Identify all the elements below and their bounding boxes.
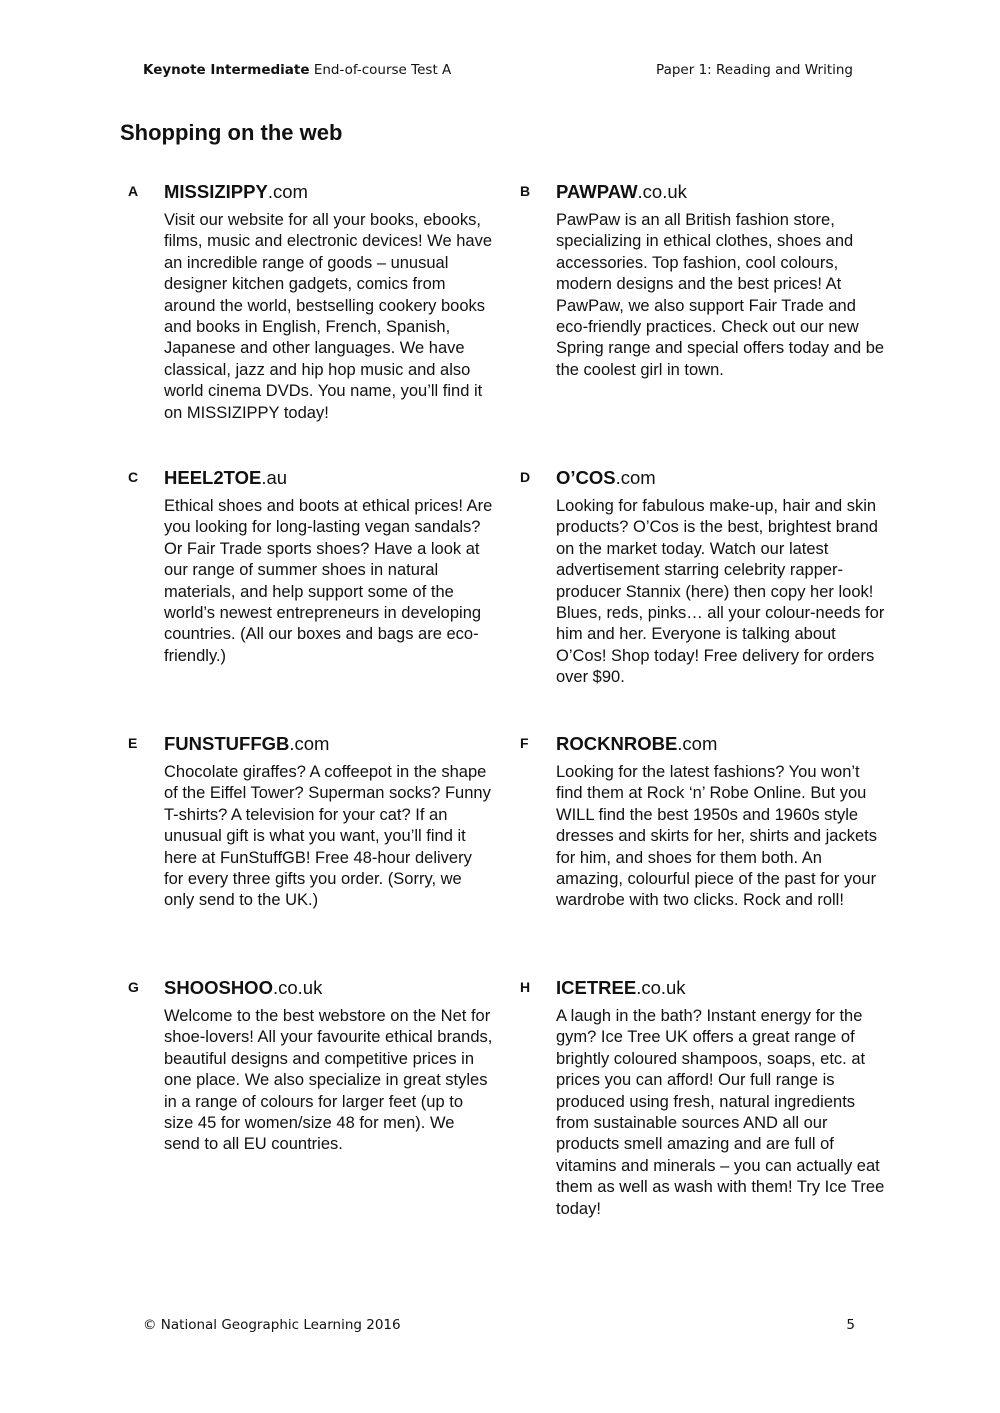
- ad-d: [520, 466, 886, 689]
- ad-letter: D: [520, 469, 531, 485]
- ad-text: PawPaw is an all British fashion store, specializing in ethical clothes, shoes and accessories. Top fashion, cool colours, modern designs and the best prices! At PawPaw, we also support Fair Trade and eco-friendly practices. Check out our new Spring range and special offers today and be the coolest girl in town.: [556, 211, 885, 379]
- page-title: Shopping on the web: [120, 120, 343, 145]
- book-title: Keynote Intermediate: [143, 62, 310, 78]
- ad-text: A laugh in the bath? Instant energy for the gym? Ice Tree UK offers a great range of brightly coloured shampoos, soaps, etc. at prices you can afford! Our full range is produced using fresh, natural ingredients from sustainable sources AND all our products smell amazing and are full of vitamins and minerals – you can actually eat them as well as wash with them! Try Ice Tree today!: [556, 1007, 885, 1218]
- ad-site-name: ICETREE.co.uk: [556, 977, 686, 998]
- ad-c: [128, 466, 494, 667]
- ad-text: Looking for the latest fashions? You won’t find them at Rock ‘n’ Robe Online. But you WILL find the best 1950s and 1960s style dresses and skirts for her, shirts and jackets for him, and shoes for them both. An amazing, colourful piece of the past for your wardrobe with two clicks. Rock and roll!: [556, 763, 877, 910]
- ad-site-name: MISSIZIPPY.com: [164, 181, 308, 202]
- paper-name: Paper 1: Reading and Writing: [656, 62, 853, 78]
- ad-text: Chocolate giraffes? A coffeepot in the shape of the Eiffel Tower? Superman socks? Funny T-shirts? A television for your cat? If an unusual gift is what you want, you’ll find it here at FunStuffGB! Free 48-hour delivery for every three gifts you order. (Sorry, we only send to the UK.): [164, 763, 491, 910]
- ad-e: [128, 732, 494, 912]
- ad-b: [520, 180, 886, 381]
- test-name: End-of-course Test A: [313, 62, 452, 78]
- ad-text: Visit our website for all your books, ebooks, films, music and electronic devices! We have an incredible range of goods – unusual designer kitchen gadgets, comics from around the world, bestselling cookery books and books in English, French, Spanish, Japanese and other languages. We have classical, jazz and hip hop music and also world cinema DVDs. You name, you’ll find it on MISSIZIPPY today!: [164, 211, 492, 422]
- ad-site-name: PAWPAW.co.uk: [556, 181, 687, 202]
- ad-a: [128, 180, 494, 424]
- ad-site-name: FUNSTUFFGB.com: [164, 733, 330, 754]
- ad-site-name: SHOOSHOO.co.uk: [164, 977, 323, 998]
- ad-f: [520, 732, 886, 912]
- ad-text: Looking for fabulous make-up, hair and skin products? O’Cos is the best, brightest brand on the market today. Watch our latest advertisement starring celebrity rapper-producer Stannix (here) then copy her look! Blues, reds, pinks… all your colour-needs for him and her. Everyone is talking about O’Cos! Shop today! Free delivery for orders over $90.: [556, 497, 885, 687]
- ad-letter: C: [128, 469, 139, 485]
- ad-letter: G: [128, 979, 139, 995]
- ad-site-name: O’COS.com: [556, 467, 656, 488]
- ad-h: [520, 976, 886, 1220]
- ad-site-name: HEEL2TOE.au: [164, 467, 288, 488]
- ad-letter: A: [128, 183, 139, 199]
- ad-text: Ethical shoes and boots at ethical prices! Are you looking for long-lasting vegan sandals? Or Fair Trade sports shoes? Have a look at our range of summer shoes in natural materials, and help support some of the world’s newest entrepreneurs in developing countries. (All our boxes and bags are eco-friendly.): [164, 497, 493, 665]
- header-left: [143, 62, 451, 78]
- ad-site-name: ROCKNROBE.com: [556, 733, 718, 754]
- ad-letter: B: [520, 183, 531, 199]
- ad-text: Welcome to the best webstore on the Net for shoe-lovers! All your favourite ethical brands, beautiful designs and competitive prices in one place. We also specialize in great styles in a range of colours for larger feet (up to size 45 for women/size 48 for men). We send to all EU countries.: [164, 1007, 493, 1154]
- ad-letter: F: [520, 735, 529, 751]
- ad-letter: H: [520, 979, 531, 995]
- copyright: © National Geographic Learning 2016: [143, 1317, 401, 1333]
- ad-letter: E: [128, 735, 138, 751]
- page-number: 5: [846, 1317, 855, 1333]
- page-footer: [143, 1317, 855, 1337]
- ad-g: [128, 976, 494, 1156]
- page-header: [143, 62, 853, 82]
